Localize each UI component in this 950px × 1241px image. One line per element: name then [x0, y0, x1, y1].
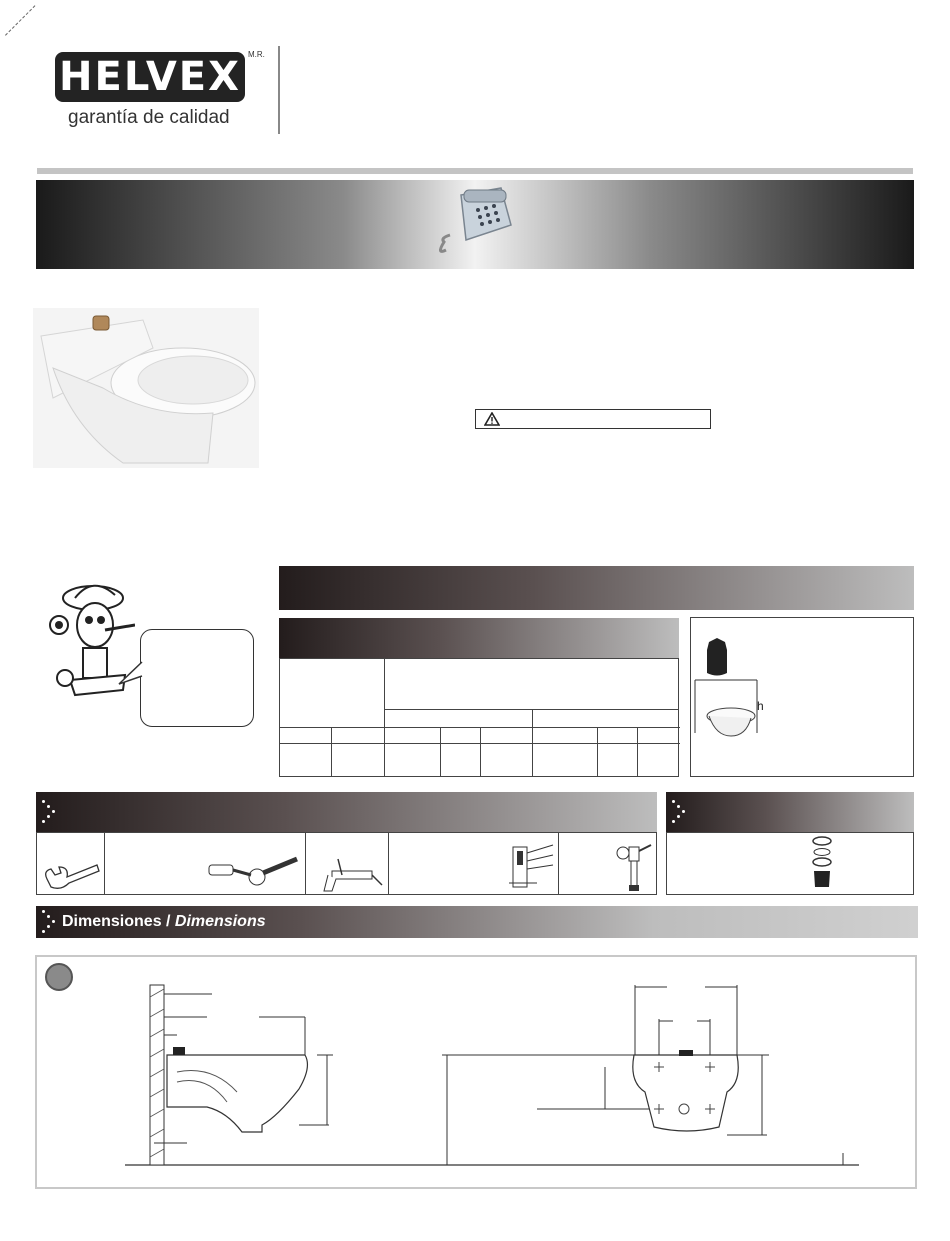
wall-carrier-icon	[507, 841, 557, 893]
trademark-mark: M.R.	[248, 50, 265, 59]
product-photo	[33, 308, 259, 468]
warning-box	[475, 409, 711, 429]
crop-mark	[5, 5, 36, 36]
speech-bubble	[140, 629, 254, 727]
top-banner	[36, 180, 914, 269]
flush-valve-icon	[609, 837, 655, 893]
telephone-icon	[406, 180, 516, 269]
specifications-table	[279, 658, 679, 777]
dimension-diagram	[37, 957, 915, 1187]
speech-bubble-tail	[115, 660, 145, 690]
height-label: h	[757, 699, 764, 713]
included-parts	[666, 832, 914, 895]
water-pressure-diagram	[690, 617, 914, 777]
socket-wrench-icon	[207, 855, 302, 891]
dimensions-header	[36, 906, 918, 938]
gasket-kit-icon	[809, 835, 835, 893]
toilet-photo	[33, 308, 259, 468]
helvex-logo: HELVEX	[55, 52, 245, 102]
figure-number-badge	[45, 963, 73, 991]
specifications-header	[279, 566, 914, 610]
dimensions-drawing	[35, 955, 917, 1189]
warning-triangle-icon	[484, 412, 500, 426]
header-rule	[37, 168, 913, 174]
tools-list	[36, 832, 657, 895]
header-divider	[278, 46, 280, 134]
specifications-subheader	[279, 618, 679, 658]
brand-tagline: garantía de calidad	[68, 107, 230, 128]
included-header	[666, 792, 914, 832]
tools-header	[36, 792, 657, 832]
adjustable-wrench-icon	[41, 861, 101, 891]
dimensions-title: Dimensiones / Dimensions	[62, 913, 266, 930]
caulking-gun-icon	[322, 855, 384, 893]
tank-height-diagram	[691, 618, 913, 776]
